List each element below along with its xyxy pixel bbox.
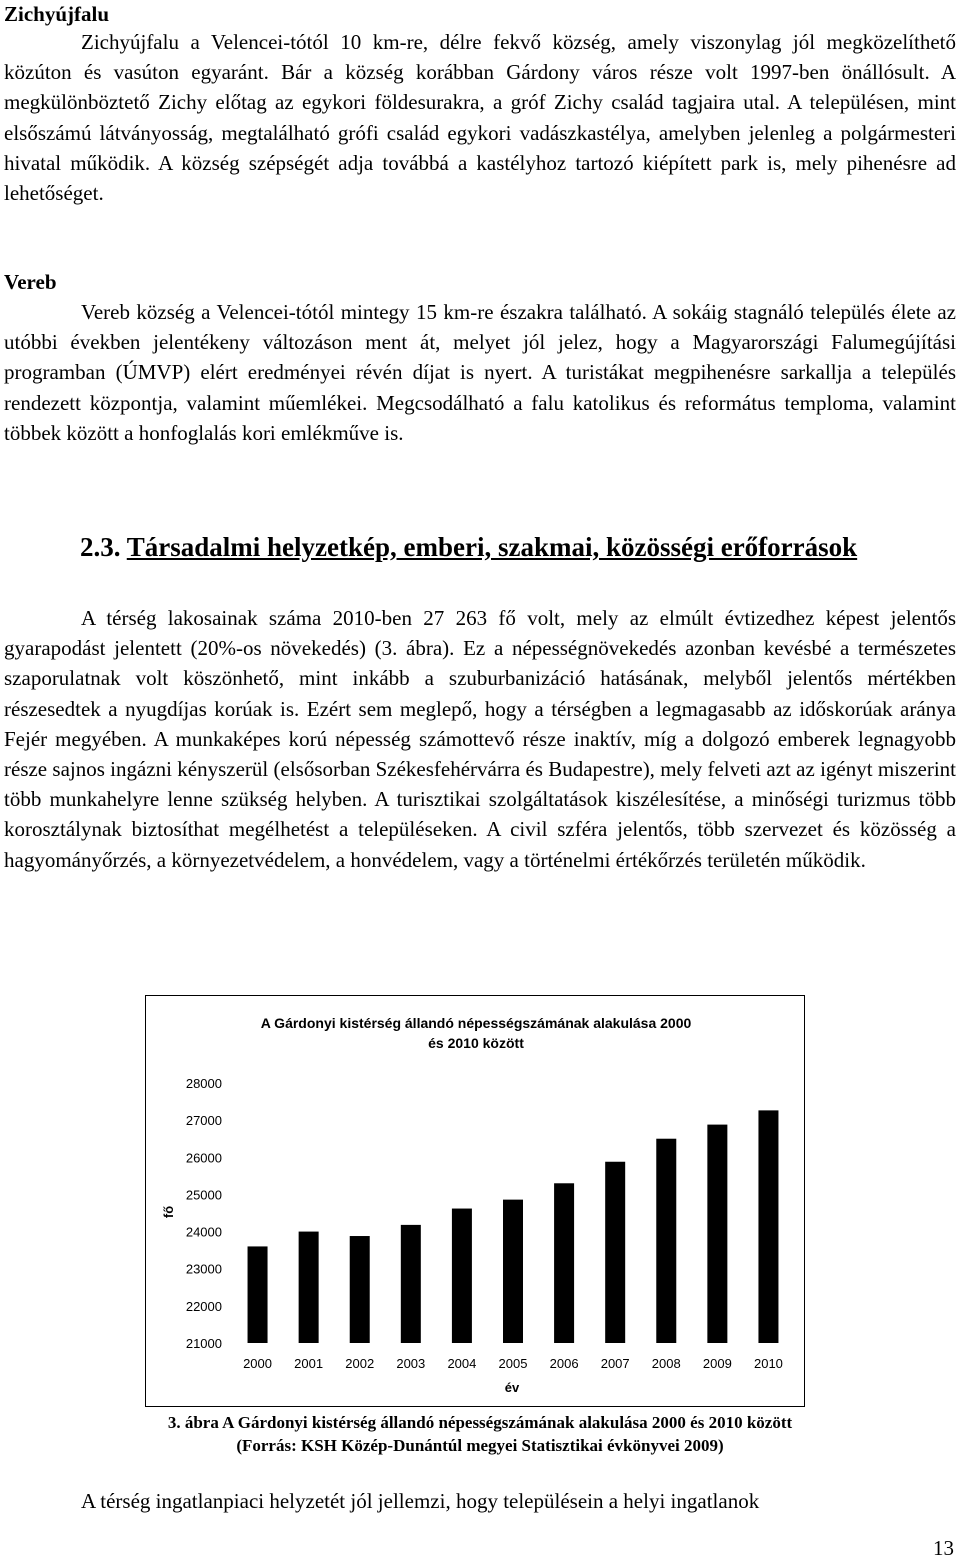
x-tick-label: 2000 <box>243 1356 273 1371</box>
bar-2004 <box>452 1209 472 1343</box>
paragraph-section-text: A térség lakosainak száma 2010-ben 27 263 fő volt, mely az elmúlt évtizedhez képest jelentős gyarapodást jelentett (20%-os növekedés) (3. ábra). Ez a népességnövekedés azonban kevésbé a természetes szaporulatnak volt köszönhető, mint inkább a szuburbanizáció hatásának, melyből jelentős mértékben részesedtek a nyugdíjas korúak is. Ezért sem meglepő, hogy a térségben a legmagasabb az időskorúak aránya Fejér megyében. A munkaképes korú népesség számottevő része inaktív, míg a dolgozó emberek legnagyobb része sajnos ingázni kényszerül (elsősorban Székesfehérvárra és Budapestre), mely felveti azt az igényt miszerint több munkahelyre lenne szükség helyben. A turisztikai szolgáltatások kiszélesítése, a minőségi turizmus több korosztálynak biztosíthat megélhetést a településeken. A civil szféra jelentős, több szervezet és közösség a hagyományőrzés, a környezetvédelem, a honvédelem, vagy a történelmi értékőrzés területén működik. <box>4 606 956 872</box>
population-chart <box>145 995 805 1407</box>
chart-title-line1: A Gárdonyi kistérség állandó népességszámának alakulása 2000 <box>260 1015 692 1031</box>
paragraph-closing-text: A térség ingatlanpiaci helyzetét jól jellemzi, hogy településein a helyi ingatlanok <box>81 1489 760 1513</box>
x-tick-label: 2009 <box>702 1356 732 1371</box>
y-tick-label: 27000 <box>185 1113 222 1129</box>
x-tick-label: 2003 <box>396 1356 426 1371</box>
y-tick-label: 22000 <box>185 1298 222 1314</box>
paragraph-closing <box>4 1486 956 1516</box>
y-tick-label: 28000 <box>185 1076 222 1091</box>
x-tick-label: 2010 <box>753 1356 783 1371</box>
heading-vereb: Vereb <box>4 270 57 294</box>
chart-svg <box>146 996 804 1406</box>
chart-title-line2: és 2010 között <box>428 1035 524 1051</box>
bar-2006 <box>554 1183 574 1343</box>
x-tick-label: 2006 <box>549 1356 579 1371</box>
chart-y-axis <box>186 1076 222 1351</box>
x-tick-label: 2004 <box>447 1356 477 1371</box>
bar-2010 <box>758 1110 778 1343</box>
y-tick-label: 23000 <box>185 1261 222 1277</box>
chart-bars <box>248 1110 779 1343</box>
figure-source: (Forrás: KSH Közép-Dunántúl megyei Statisztikai évkönyvei 2009) <box>236 1436 724 1455</box>
bar-2005 <box>503 1200 523 1343</box>
bar-2008 <box>656 1139 676 1343</box>
bar-2007 <box>605 1162 625 1343</box>
chart-x-axis <box>243 1356 783 1371</box>
x-tick-label: 2007 <box>600 1356 630 1371</box>
section-title <box>80 532 857 563</box>
y-tick-label: 25000 <box>185 1187 222 1203</box>
paragraph-zichyujfalu-text: Zichyújfalu a Velencei-tótól 10 km-re, délre fekvő község, amely viszonylag jól megközelíthető közúton és vasúton egyaránt. Bár a község korábban Gárdony város része volt 1997-ben önállósult. A megkülönböztető Zichy előtag az egykori földesurakra, a gróf Zichy család tagjaira utal. A településen, mint elsőszámú látványosság, megtalálható grófi család egykori vadászkastélya, amelyben jelenleg a polgármesteri hivatal működik. A község szépségét adja továbbá a kastélyhoz tartozó kiépített park is, mely pihenésre ad lehetőséget. <box>4 30 956 206</box>
x-tick-label: 2005 <box>498 1356 528 1371</box>
bar-2009 <box>707 1125 727 1343</box>
section-title-text: Társadalmi helyzetkép, emberi, szakmai, közösségi erőforrások <box>126 532 858 562</box>
x-tick-label: 2002 <box>345 1356 375 1371</box>
chart-ylabel: fő <box>161 1205 176 1219</box>
y-tick-label: 21000 <box>185 1336 222 1351</box>
x-tick-label: 2001 <box>294 1356 324 1371</box>
paragraph-vereb <box>4 297 956 448</box>
bar-2001 <box>299 1232 319 1343</box>
page-number: 13 <box>933 1536 954 1560</box>
paragraph-zichyujfalu <box>4 27 956 208</box>
heading-zichyujfalu: Zichyújfalu <box>4 2 110 26</box>
bar-2000 <box>248 1246 268 1343</box>
y-tick-label: 24000 <box>185 1224 222 1240</box>
paragraph-vereb-text: Vereb község a Velencei-tótól mintegy 15 km-re északra található. A sokáig stagnáló település élete az utóbbi években jelentékeny változáson ment át, melyet jól jelez, hogy a Magyarországi Falumegújítási programban (ÚMVP) elért eredményei révén díjat is nyert. A turistákat megpihenésre sarkallja a település rendezett központja, valamint műemlékei. Megcsodálható a falu katolikus és református temploma, valamint többek között a honfoglalás kori emlékműve is. <box>4 300 956 445</box>
bar-2002 <box>350 1236 370 1343</box>
chart-xlabel: év <box>504 1380 520 1395</box>
bar-2003 <box>401 1225 421 1343</box>
section-number: 2.3. <box>80 532 121 562</box>
x-tick-label: 2008 <box>651 1356 681 1371</box>
figure-caption: 3. ábra A Gárdonyi kistérség állandó népességszámának alakulása 2000 és 2010 között <box>167 1413 793 1432</box>
y-tick-label: 26000 <box>185 1150 222 1166</box>
paragraph-section <box>4 603 956 875</box>
